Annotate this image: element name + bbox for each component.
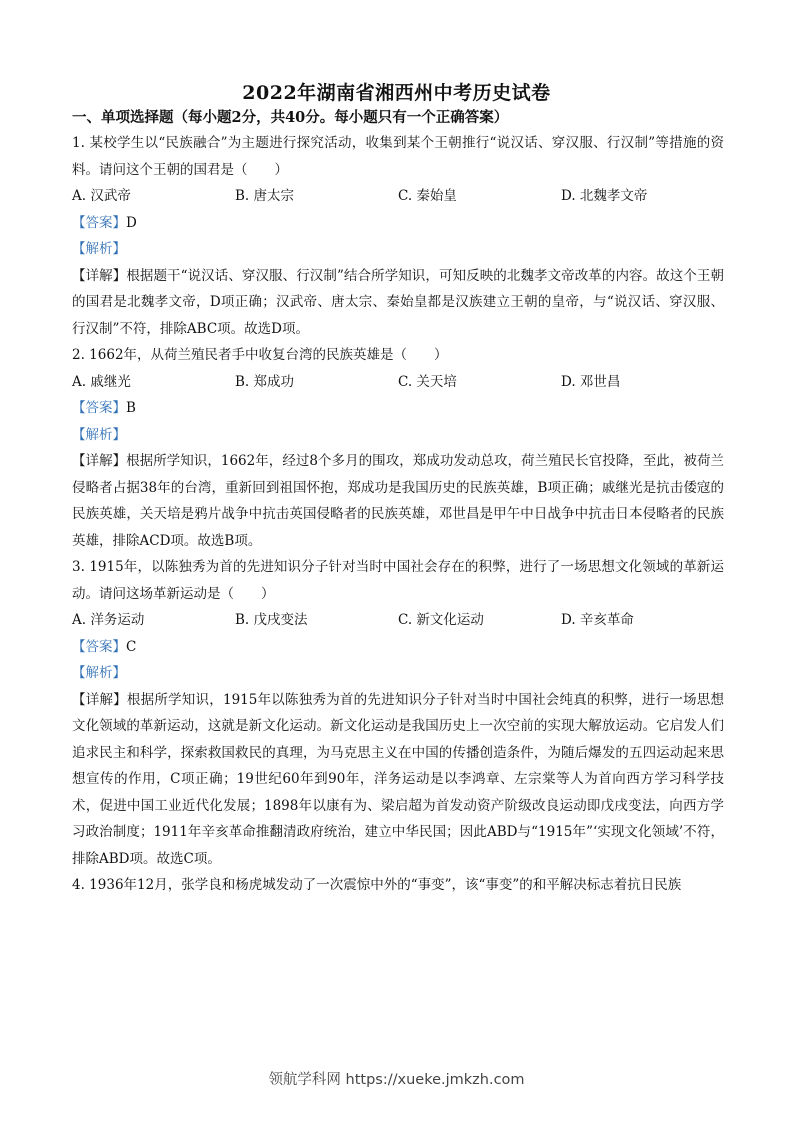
option-d: D. 邓世昌 (561, 373, 621, 390)
question-2-analysis-tag: 【解析】 (72, 426, 126, 443)
answer-value: C (126, 638, 137, 655)
question-list (72, 130, 724, 899)
detail-text: 根据所学知识，1662年，经过8个多月的围攻，郑成功发动总攻，荷兰殖民长官投降，至此，被荷兰侵略者占据38年的台湾，重新回到祖国怀抱，郑成功是我国历史的民族英雄，B项正确；戚继光是抗击倭寇的民族英雄，关天培是鸦片战争中抗击英国侵略者的民族英雄，邓世昌是甲午中日战争中抗击日本侵略者的民族英雄，排除ACD项。故选B项。 (72, 453, 724, 549)
question-1-stem: 1. 某校学生以“民族融合”为主题进行探究活动，收集到某个王朝推行“说汉话、穿汉服、行汉制”等措施的资料。请问这个王朝的国君是（ ） (72, 135, 724, 178)
option-d: D. 辛亥革命 (561, 612, 634, 628)
detail-text: 根据所学知识，1915年以陈独秀为首的先进知识分子针对当时中国社会纯真的积弊，进行一场思想文化领域的革新运动，这就是新文化运动。新文化运动是我国历史上一次空前的实现大解放运动。它启发人们追求民主和科学，探索救国救民的真理，为马克思主义在中国的传播创造条件，为随后爆发的五四运动起来思想宣传的作用，C项正确；19世纪60年到90年，洋务运动是以李鸿章、左宗棠等人为首向西方学习科学技术，促进中国工业近代化发展；1898年以康有为、梁启超为首发动资产阶级改良运动即戊戌变法，向西方学习政治制度；1911年辛亥革命推翻清政府统治，建立中华民国；因此ABD与“1915年”‘实现文化领域’不符，排除ABD项。故选C项。 (72, 691, 725, 867)
question-3-answer (72, 634, 724, 661)
option-a: A. 洋务运动 (72, 612, 145, 628)
detail-tag: 【详解】 (72, 453, 127, 469)
page-title: 2022年湖南省湘西州中考历史试卷 (242, 82, 551, 104)
question-2-answer (72, 395, 724, 422)
answer-tag: 【答案】 (72, 400, 126, 416)
answer-value: B (126, 400, 136, 416)
footer-watermark: 领航学科网 https://xueke.jmkzh.com (268, 1072, 525, 1088)
question-3-analysis-tag: 【解析】 (72, 665, 126, 681)
option-d: D. 北魏孝文帝 (561, 188, 648, 204)
question-1-detail (72, 263, 724, 343)
option-c: C. 新文化运动 (398, 612, 484, 628)
option-c: C. 秦始皇 (398, 188, 457, 204)
question-1-analysis-tag: 【解析】 (72, 241, 126, 257)
question-1-options (72, 183, 724, 210)
option-b: B. 郑成功 (235, 373, 295, 390)
question-2-detail (72, 448, 724, 554)
option-a: A. 汉武帝 (72, 188, 131, 204)
question-1-answer (72, 210, 724, 237)
option-b: B. 戊戌变法 (235, 612, 308, 628)
question-2-options (72, 369, 724, 396)
answer-tag: 【答案】 (72, 638, 126, 655)
answer-tag: 【答案】 (72, 214, 126, 231)
question-3-detail (72, 687, 724, 873)
section-heading: 一、单项选择题（每小题2分，共40分。每小题只有一个正确答案） (72, 109, 509, 126)
option-b: B. 唐太宗 (235, 188, 295, 204)
question-3-stem: 3. 1915年，以陈独秀为首的先进知识分子针对当时中国社会存在的积弊，进行了一场思想文化领域的革新运动。请问这场革新运动是（ ） (72, 559, 724, 602)
detail-tag: 【详解】 (72, 267, 127, 284)
question-3-options (72, 607, 724, 634)
question-2-stem: 2. 1662年，从荷兰殖民者手中收复台湾的民族英雄是（ ） (72, 347, 448, 363)
detail-tag: 【详解】 (72, 691, 127, 708)
question-4-stem: 4. 1936年12月，张学良和杨虎城发动了一次震惊中外的“事变”，该“事变”的和平解决标志着抗日民族 (72, 877, 682, 893)
detail-text: 根据题干“说汉话、穿汉服、行汉制”结合所学知识，可知反映的北魏孝文帝改革的内容。故这个王朝的国君是北魏孝文帝，D项正确；汉武帝、唐太宗、秦始皇都是汉族建立王朝的皇帝，与“说汉话、穿汉服、行汉制”不符，排除ABC项。故选D项。 (72, 267, 724, 337)
option-a: A. 戚继光 (72, 373, 131, 390)
option-c: C. 关天培 (398, 373, 457, 390)
answer-value: D (126, 214, 137, 231)
